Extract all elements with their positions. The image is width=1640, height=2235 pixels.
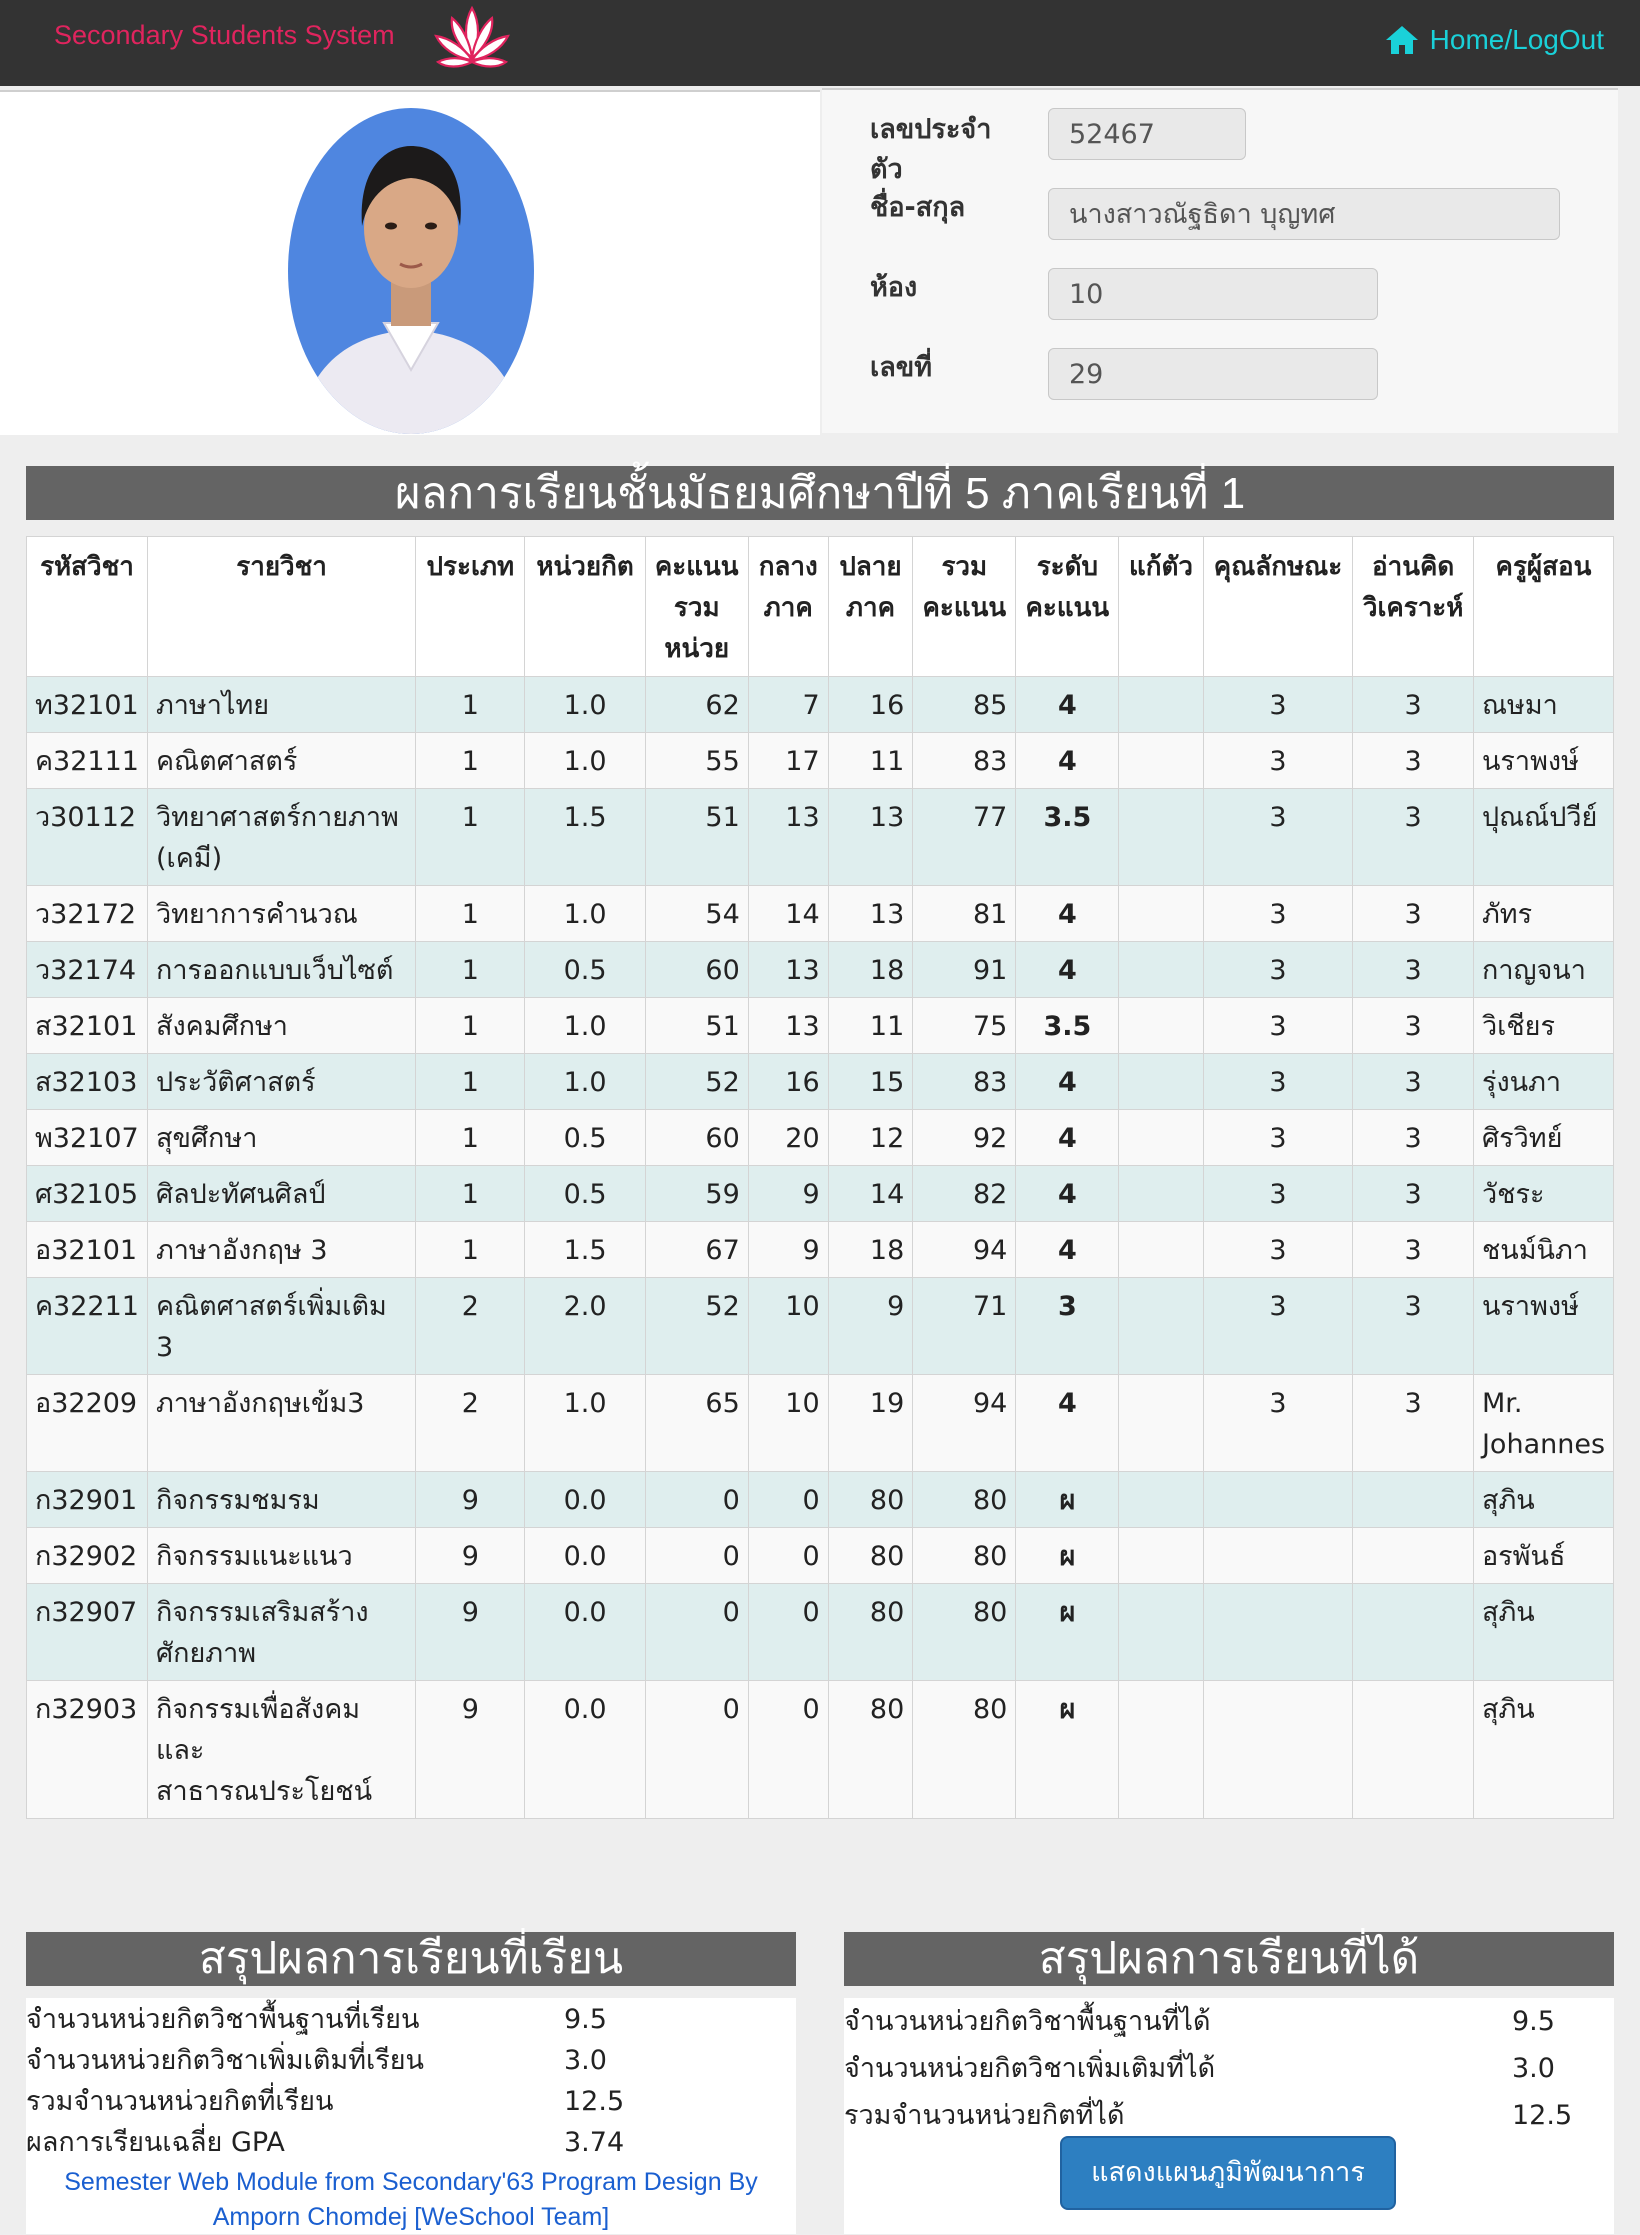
cell-teacher: กาญจนา <box>1473 942 1613 998</box>
cell-attributes: 3 <box>1203 1054 1353 1110</box>
grades-table-body <box>27 677 1614 1819</box>
summary-value: 3.0 <box>564 2045 607 2076</box>
cell-retake <box>1119 1166 1203 1222</box>
cell-teacher: ณษมา <box>1473 677 1613 733</box>
table-row <box>27 1528 1614 1584</box>
cell-unit-score: 60 <box>645 942 748 998</box>
cell-retake <box>1119 677 1203 733</box>
cell-unit-score: 51 <box>645 789 748 886</box>
header-grade: ระดับคะแนน <box>1016 537 1119 677</box>
cell-grade: 4 <box>1016 1222 1119 1278</box>
cell-credit: 0.5 <box>525 1166 645 1222</box>
room-label: ห้อง <box>870 272 918 303</box>
cell-attributes <box>1203 1681 1353 1819</box>
summary-earned-row <box>844 2049 1614 2089</box>
summary-label: รวมจำนวนหน่วยกิตที่ได้ <box>844 2100 1125 2131</box>
cell-unit-score: 0 <box>645 1584 748 1681</box>
cell-attributes: 3 <box>1203 998 1353 1054</box>
cell-unit-score: 0 <box>645 1681 748 1819</box>
table-row <box>27 1584 1614 1681</box>
cell-subject-code: ค32211 <box>27 1278 148 1375</box>
cell-teacher: นราพงษ์ <box>1473 733 1613 789</box>
cell-midterm: 0 <box>748 1584 828 1681</box>
cell-credit: 1.0 <box>525 733 645 789</box>
cell-retake <box>1119 1222 1203 1278</box>
cell-subject-code: ศ32105 <box>27 1166 148 1222</box>
cell-midterm: 17 <box>748 733 828 789</box>
cell-type: 1 <box>416 1054 525 1110</box>
cell-subject-name: สุขศึกษา <box>147 1110 415 1166</box>
cell-subject-name: กิจกรรมแนะแนว <box>147 1528 415 1584</box>
header-credit: หน่วยกิต <box>525 537 645 677</box>
table-row <box>27 1472 1614 1528</box>
cell-subject-code: อ32209 <box>27 1375 148 1472</box>
cell-type: 1 <box>416 733 525 789</box>
cell-midterm: 9 <box>748 1222 828 1278</box>
cell-unit-score: 51 <box>645 998 748 1054</box>
summary-studied-row <box>26 2041 796 2081</box>
cell-retake <box>1119 1584 1203 1681</box>
room-field[interactable]: 10 <box>1048 268 1378 320</box>
header-type: ประเภท <box>416 537 525 677</box>
summary-earned-row <box>844 2096 1614 2136</box>
cell-subject-code: ก32907 <box>27 1584 148 1681</box>
summary-label: ผลการเรียนเฉลี่ย GPA <box>26 2127 285 2158</box>
cell-final: 80 <box>828 1528 913 1584</box>
cell-retake <box>1119 1054 1203 1110</box>
cell-reading <box>1353 1528 1474 1584</box>
cell-unit-score: 65 <box>645 1375 748 1472</box>
cell-grade: 4 <box>1016 677 1119 733</box>
cell-unit-score: 62 <box>645 677 748 733</box>
cell-subject-name: วิทยาศาสตร์กายภาพ (เคมี) <box>147 789 415 886</box>
student-photo-panel <box>0 90 820 435</box>
cell-attributes: 3 <box>1203 1278 1353 1375</box>
student-photo <box>288 108 534 434</box>
cell-unit-score: 67 <box>645 1222 748 1278</box>
cell-total: 85 <box>913 677 1016 733</box>
navbar <box>0 0 1640 86</box>
cell-subject-name: กิจกรรมเสริมสร้างศักยภาพ <box>147 1584 415 1681</box>
cell-reading: 3 <box>1353 1110 1474 1166</box>
header-retake: แก้ตัว <box>1119 537 1203 677</box>
table-row <box>27 1375 1614 1472</box>
cell-final: 18 <box>828 1222 913 1278</box>
table-row <box>27 677 1614 733</box>
table-row <box>27 733 1614 789</box>
cell-subject-code: พ32107 <box>27 1110 148 1166</box>
table-row <box>27 1110 1614 1166</box>
cell-unit-score: 55 <box>645 733 748 789</box>
cell-subject-code: ส32101 <box>27 998 148 1054</box>
table-row <box>27 1054 1614 1110</box>
cell-total: 92 <box>913 1110 1016 1166</box>
cell-midterm: 7 <box>748 677 828 733</box>
header-teacher: ครูผู้สอน <box>1473 537 1613 677</box>
cell-final: 13 <box>828 886 913 942</box>
cell-midterm: 16 <box>748 1054 828 1110</box>
table-row <box>27 1166 1614 1222</box>
table-row <box>27 942 1614 998</box>
cell-credit: 0.5 <box>525 1110 645 1166</box>
cell-retake <box>1119 942 1203 998</box>
summary-label: รวมจำนวนหน่วยกิตที่เรียน <box>26 2086 334 2117</box>
summary-earned-row <box>844 2002 1614 2042</box>
cell-midterm: 0 <box>748 1681 828 1819</box>
cell-type: 2 <box>416 1375 525 1472</box>
student-info-panel <box>822 88 1618 433</box>
cell-attributes <box>1203 1528 1353 1584</box>
cell-attributes: 3 <box>1203 677 1353 733</box>
cell-final: 18 <box>828 942 913 998</box>
cell-grade: 4 <box>1016 1110 1119 1166</box>
summary-value: 3.0 <box>1512 2053 1555 2084</box>
student-name-field[interactable]: นางสาวณัฐธิดา บุญทศ <box>1048 188 1560 240</box>
cell-credit: 0.0 <box>525 1681 645 1819</box>
cell-reading: 3 <box>1353 942 1474 998</box>
cell-total: 83 <box>913 1054 1016 1110</box>
cell-subject-name: การออกแบบเว็บไซต์ <box>147 942 415 998</box>
header-total: รวมคะแนน <box>913 537 1016 677</box>
cell-subject-name: คณิตศาสตร์ <box>147 733 415 789</box>
cell-attributes: 3 <box>1203 733 1353 789</box>
cell-credit: 0.0 <box>525 1528 645 1584</box>
cell-midterm: 14 <box>748 886 828 942</box>
cell-grade: 3 <box>1016 1278 1119 1375</box>
cell-credit: 1.5 <box>525 789 645 886</box>
cell-teacher: ปุณณ์ปวีย์ <box>1473 789 1613 886</box>
cell-reading: 3 <box>1353 789 1474 886</box>
cell-midterm: 9 <box>748 1166 828 1222</box>
summary-label: จำนวนหน่วยกิตวิชาพื้นฐานที่ได้ <box>844 2006 1211 2037</box>
cell-teacher: วิเชียร <box>1473 998 1613 1054</box>
cell-subject-code: ว32172 <box>27 886 148 942</box>
cell-grade: ผ <box>1016 1681 1119 1819</box>
cell-grade: 3.5 <box>1016 998 1119 1054</box>
cell-retake <box>1119 998 1203 1054</box>
cell-teacher: ศิรวิทย์ <box>1473 1110 1613 1166</box>
cell-reading <box>1353 1584 1474 1681</box>
cell-credit: 0.5 <box>525 942 645 998</box>
table-row <box>27 1278 1614 1375</box>
cell-grade: ผ <box>1016 1528 1119 1584</box>
cell-grade: 4 <box>1016 733 1119 789</box>
cell-subject-name: วิทยาการคำนวณ <box>147 886 415 942</box>
cell-attributes: 3 <box>1203 1222 1353 1278</box>
cell-total: 77 <box>913 789 1016 886</box>
cell-subject-name: ภาษาอังกฤษเข้ม3 <box>147 1375 415 1472</box>
cell-total: 91 <box>913 942 1016 998</box>
summary-studied-row <box>26 2000 796 2040</box>
cell-teacher: รุ่งนภา <box>1473 1054 1613 1110</box>
table-row <box>27 1222 1614 1278</box>
cell-grade: 4 <box>1016 942 1119 998</box>
summary-label: จำนวนหน่วยกิตวิชาพื้นฐานที่เรียน <box>26 2004 420 2035</box>
cell-type: 1 <box>416 1166 525 1222</box>
cell-grade: ผ <box>1016 1472 1119 1528</box>
cell-teacher: ภัทร <box>1473 886 1613 942</box>
header-attributes: คุณลักษณะ <box>1203 537 1353 677</box>
cell-teacher: นราพงษ์ <box>1473 1278 1613 1375</box>
cell-total: 83 <box>913 733 1016 789</box>
cell-credit: 1.0 <box>525 677 645 733</box>
header-reading: อ่านคิดวิเคราะห์ <box>1353 537 1474 677</box>
cell-total: 75 <box>913 998 1016 1054</box>
summary-value: 12.5 <box>564 2086 625 2117</box>
cell-credit: 1.0 <box>525 998 645 1054</box>
cell-credit: 1.0 <box>525 886 645 942</box>
cell-reading: 3 <box>1353 1278 1474 1375</box>
cell-final: 16 <box>828 677 913 733</box>
cell-grade: ผ <box>1016 1584 1119 1681</box>
cell-attributes: 3 <box>1203 1166 1353 1222</box>
number-field[interactable]: 29 <box>1048 348 1378 400</box>
cell-reading: 3 <box>1353 1375 1474 1472</box>
cell-attributes: 3 <box>1203 886 1353 942</box>
header-subject-code: รหัสวิชา <box>27 537 148 677</box>
cell-reading: 3 <box>1353 1222 1474 1278</box>
cell-midterm: 13 <box>748 942 828 998</box>
cell-total: 94 <box>913 1222 1016 1278</box>
cell-teacher: อรพันธ์ <box>1473 1528 1613 1584</box>
cell-attributes: 3 <box>1203 942 1353 998</box>
show-development-chart-button[interactable]: แสดงแผนภูมิพัฒนาการ <box>1060 2136 1396 2210</box>
cell-retake <box>1119 789 1203 886</box>
cell-unit-score: 54 <box>645 886 748 942</box>
cell-midterm: 10 <box>748 1375 828 1472</box>
home-icon <box>1384 24 1420 56</box>
cell-reading: 3 <box>1353 998 1474 1054</box>
cell-midterm: 20 <box>748 1110 828 1166</box>
cell-reading: 3 <box>1353 733 1474 789</box>
gpa-value: 3.74 <box>564 2127 625 2158</box>
cell-total: 94 <box>913 1375 1016 1472</box>
table-row <box>27 886 1614 942</box>
cell-subject-name: ภาษาไทย <box>147 677 415 733</box>
cell-teacher: สุภิน <box>1473 1472 1613 1528</box>
cell-retake <box>1119 886 1203 942</box>
lotus-logo-icon <box>430 2 514 78</box>
cell-total: 81 <box>913 886 1016 942</box>
cell-final: 80 <box>828 1584 913 1681</box>
summary-studied-row <box>26 2123 796 2163</box>
cell-total: 71 <box>913 1278 1016 1375</box>
cell-retake <box>1119 1110 1203 1166</box>
summary-value: 9.5 <box>1512 2006 1555 2037</box>
summary-value: 12.5 <box>1512 2100 1573 2131</box>
cell-subject-name: คณิตศาสตร์เพิ่มเติม 3 <box>147 1278 415 1375</box>
cell-total: 80 <box>913 1681 1016 1819</box>
cell-unit-score: 52 <box>645 1054 748 1110</box>
cell-subject-name: ภาษาอังกฤษ 3 <box>147 1222 415 1278</box>
cell-credit: 0.0 <box>525 1472 645 1528</box>
cell-unit-score: 59 <box>645 1166 748 1222</box>
cell-retake <box>1119 1472 1203 1528</box>
cell-final: 19 <box>828 1375 913 1472</box>
cell-credit: 2.0 <box>525 1278 645 1375</box>
cell-teacher: ชนม์นิภา <box>1473 1222 1613 1278</box>
home-logout-label[interactable]: Home/LogOut <box>1429 24 1604 55</box>
cell-reading: 3 <box>1353 886 1474 942</box>
cell-grade: 3.5 <box>1016 789 1119 886</box>
header-subject-name: รายวิชา <box>147 537 415 677</box>
cell-type: 1 <box>416 942 525 998</box>
cell-subject-code: ส32103 <box>27 1054 148 1110</box>
cell-reading: 3 <box>1353 677 1474 733</box>
results-title: ผลการเรียนชั้นมัธยมศึกษาปีที่ 5 ภาคเรียนที่ 1 <box>26 466 1614 520</box>
cell-credit: 1.0 <box>525 1054 645 1110</box>
student-id-label: เลขประจำตัว <box>870 114 992 185</box>
summary-label: จำนวนหน่วยกิตวิชาเพิ่มเติมที่เรียน <box>26 2045 425 2076</box>
cell-grade: 4 <box>1016 1166 1119 1222</box>
cell-reading: 3 <box>1353 1166 1474 1222</box>
cell-type: 1 <box>416 886 525 942</box>
cell-reading <box>1353 1681 1474 1819</box>
cell-final: 11 <box>828 998 913 1054</box>
cell-subject-code: ท32101 <box>27 677 148 733</box>
cell-subject-code: ค32111 <box>27 733 148 789</box>
cell-grade: 4 <box>1016 1375 1119 1472</box>
cell-attributes: 3 <box>1203 789 1353 886</box>
cell-total: 80 <box>913 1528 1016 1584</box>
cell-subject-name: กิจกรรมชมรม <box>147 1472 415 1528</box>
cell-credit: 0.0 <box>525 1584 645 1681</box>
grades-table <box>26 536 1614 1819</box>
cell-subject-code: ก32902 <box>27 1528 148 1584</box>
student-name-label: ชื่อ-สกุล <box>870 192 966 223</box>
cell-attributes <box>1203 1472 1353 1528</box>
cell-total: 80 <box>913 1472 1016 1528</box>
cell-final: 9 <box>828 1278 913 1375</box>
cell-final: 15 <box>828 1054 913 1110</box>
cell-attributes: 3 <box>1203 1110 1353 1166</box>
cell-subject-code: ว32174 <box>27 942 148 998</box>
cell-teacher: สุภิน <box>1473 1681 1613 1819</box>
table-row <box>27 998 1614 1054</box>
cell-attributes <box>1203 1584 1353 1681</box>
student-id-field[interactable]: 52467 <box>1048 108 1246 160</box>
cell-type: 1 <box>416 1110 525 1166</box>
cell-teacher: สุภิน <box>1473 1584 1613 1681</box>
header-final: ปลายภาค <box>828 537 913 677</box>
cell-retake <box>1119 1528 1203 1584</box>
table-row <box>27 1681 1614 1819</box>
summary-label: จำนวนหน่วยกิตวิชาเพิ่มเติมที่ได้ <box>844 2053 1216 2084</box>
header-midterm: กลางภาค <box>748 537 828 677</box>
cell-unit-score: 0 <box>645 1528 748 1584</box>
cell-final: 11 <box>828 733 913 789</box>
cell-unit-score: 60 <box>645 1110 748 1166</box>
cell-type: 2 <box>416 1278 525 1375</box>
cell-final: 80 <box>828 1681 913 1819</box>
cell-final: 12 <box>828 1110 913 1166</box>
cell-type: 1 <box>416 789 525 886</box>
cell-type: 1 <box>416 677 525 733</box>
cell-credit: 1.5 <box>525 1222 645 1278</box>
cell-retake <box>1119 1375 1203 1472</box>
summary-value: 9.5 <box>564 2004 607 2035</box>
cell-type: 1 <box>416 1222 525 1278</box>
cell-midterm: 0 <box>748 1528 828 1584</box>
cell-type: 9 <box>416 1528 525 1584</box>
cell-subject-name: สังคมศึกษา <box>147 998 415 1054</box>
cell-subject-code: ก32903 <box>27 1681 148 1819</box>
cell-midterm: 13 <box>748 789 828 886</box>
table-header-row <box>27 537 1614 677</box>
cell-credit: 1.0 <box>525 1375 645 1472</box>
cell-midterm: 13 <box>748 998 828 1054</box>
cell-subject-name: กิจกรรมเพื่อสังคมและ สาธารณประโยชน์ <box>147 1681 415 1819</box>
summary-studied-row <box>26 2082 796 2122</box>
cell-total: 82 <box>913 1166 1016 1222</box>
cell-subject-name: ศิลปะทัศนศิลป์ <box>147 1166 415 1222</box>
cell-type: 9 <box>416 1472 525 1528</box>
cell-final: 14 <box>828 1166 913 1222</box>
cell-subject-code: อ32101 <box>27 1222 148 1278</box>
header-unit-score: คะแนนรวมหน่วย <box>645 537 748 677</box>
cell-subject-code: ว30112 <box>27 789 148 886</box>
cell-subject-name: ประวัติศาสตร์ <box>147 1054 415 1110</box>
cell-teacher: Mr. Johannes <box>1473 1375 1613 1472</box>
cell-unit-score: 52 <box>645 1278 748 1375</box>
cell-type: 1 <box>416 998 525 1054</box>
cell-type: 9 <box>416 1584 525 1681</box>
summary-earned-title: สรุปผลการเรียนที่ได้ <box>844 1932 1614 1986</box>
cell-subject-code: ก32901 <box>27 1472 148 1528</box>
cell-reading <box>1353 1472 1474 1528</box>
cell-final: 13 <box>828 789 913 886</box>
cell-reading: 3 <box>1353 1054 1474 1110</box>
cell-retake <box>1119 1681 1203 1819</box>
cell-attributes: 3 <box>1203 1375 1353 1472</box>
cell-retake <box>1119 1278 1203 1375</box>
cell-midterm: 10 <box>748 1278 828 1375</box>
cell-grade: 4 <box>1016 1054 1119 1110</box>
credit-link[interactable]: Semester Web Module from Secondary'63 Program Design By Amporn Chomdej [WeSchool Team] <box>64 2168 758 2231</box>
cell-grade: 4 <box>1016 886 1119 942</box>
cell-teacher: วัชระ <box>1473 1166 1613 1222</box>
cell-type: 9 <box>416 1681 525 1819</box>
cell-unit-score: 0 <box>645 1472 748 1528</box>
home-logout-link[interactable] <box>1384 24 1604 56</box>
cell-retake <box>1119 733 1203 789</box>
cell-total: 80 <box>913 1584 1016 1681</box>
table-row <box>27 789 1614 886</box>
brand-title[interactable]: Secondary Students System <box>54 20 395 50</box>
cell-final: 80 <box>828 1472 913 1528</box>
cell-midterm: 0 <box>748 1472 828 1528</box>
number-label: เลขที่ <box>870 352 933 383</box>
summary-studied-title: สรุปผลการเรียนที่เรียน <box>26 1932 796 1986</box>
